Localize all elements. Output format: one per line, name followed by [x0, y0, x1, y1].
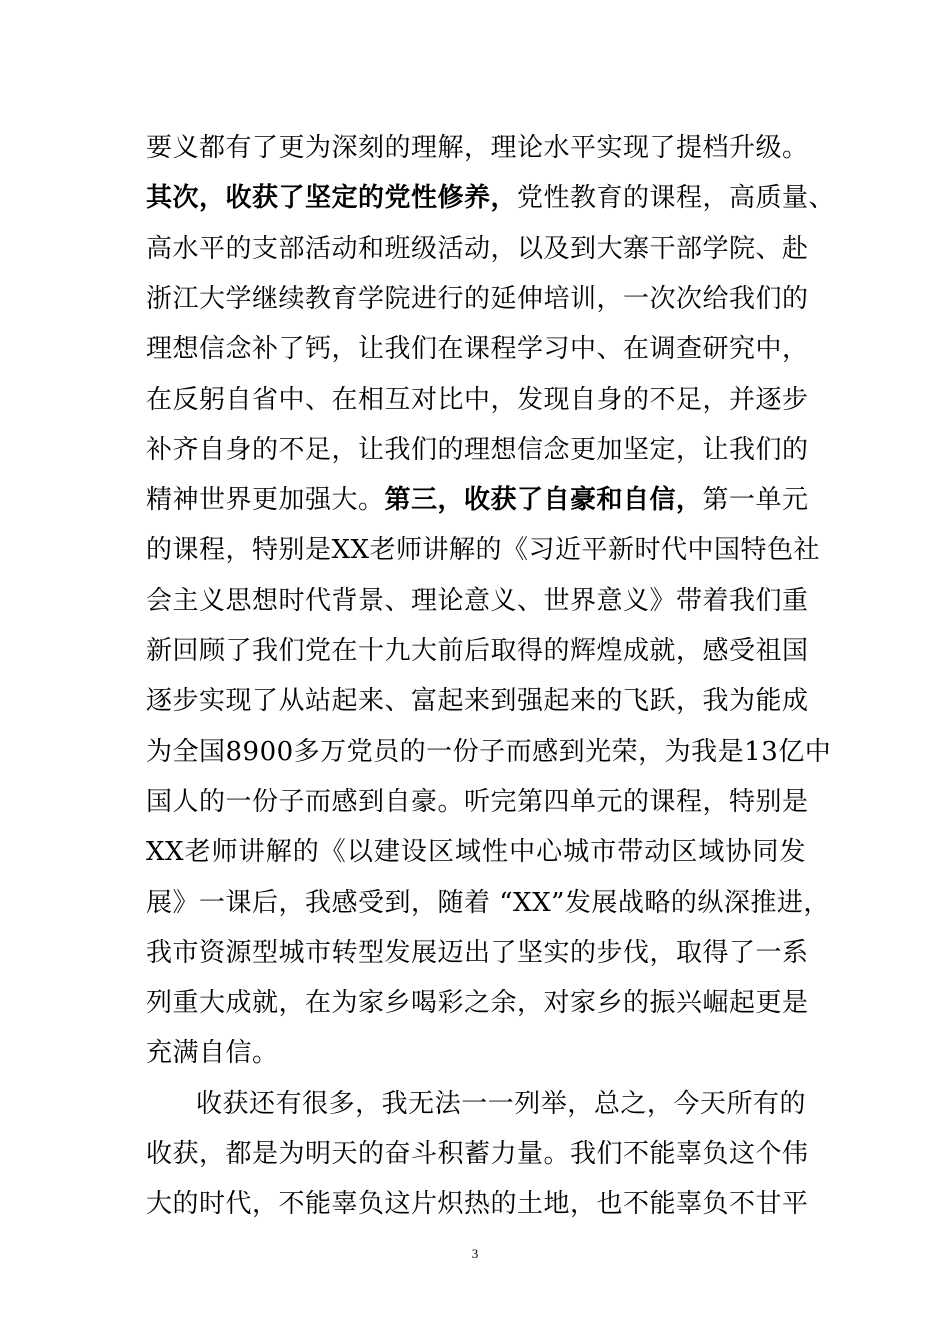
paragraph-text: 理想信念补了钙，让我们在课程学习中、在调查研究中，: [146, 334, 809, 365]
paragraph-text: 补齐自身的不足，让我们的理想信念更加坚定，让我们的: [146, 434, 809, 465]
text-line: [146, 480, 809, 520]
paragraph-text: 第一单元: [702, 485, 809, 516]
text-line: [146, 1033, 806, 1073]
paragraph-text: 精神世界更加强大。: [146, 485, 385, 516]
text-line: [146, 1134, 809, 1174]
text-line: [146, 329, 809, 369]
text-line: [146, 883, 830, 923]
text-line: [146, 983, 809, 1023]
text-line: [146, 1184, 809, 1224]
text-line: [146, 530, 821, 570]
page-number: 3: [471, 1246, 479, 1261]
paragraph-text: 党性教育的课程，高质量、: [517, 183, 836, 214]
paragraph-text: 新回顾了我们党在十九大前后取得的辉煌成就，感受祖国: [146, 636, 809, 666]
paragraph-text: 要义都有了更为深刻的理解，理论水平实现了提档升级。: [146, 133, 809, 163]
paragraph-text: 高水平的支部活动和班级活动，以及到大寨干部学院、赴: [146, 233, 809, 264]
text-line: [146, 933, 809, 973]
paragraph-text: 浙江大学继续教育学院进行的延伸培训，一次次给我们的: [146, 283, 809, 314]
paragraph-text: 的课程，特别是XX老师讲解的《习近平新时代中国特色社: [146, 535, 821, 566]
text-line: [196, 1084, 806, 1124]
text-line: [146, 782, 809, 822]
text-line: [146, 581, 809, 621]
paragraph-text: 收获还有很多，我无法一一列举，总之，今天所有的: [196, 1088, 806, 1119]
paragraph-text: 我市资源型城市转型发展迈出了坚实的步伐，取得了一系: [146, 937, 809, 968]
paragraph-text: 为全国8900多万党员的一份子而感到光荣，为我是13亿中: [146, 736, 832, 767]
text-line: [146, 631, 809, 671]
paragraph-text: 充满自信。: [146, 1038, 279, 1069]
text-line: [146, 229, 809, 269]
text-line: [146, 832, 806, 872]
text-line: [146, 128, 809, 168]
text-line: [146, 430, 809, 470]
paragraph-text: 国人的一份子而感到自豪。听完第四单元的课程，特别是: [146, 786, 809, 817]
paragraph-text: 大的时代，不能辜负这片炽热的土地，也不能辜负不甘平: [146, 1189, 809, 1220]
paragraph-text: 收获，都是为明天的奋斗积蓄力量。我们不能辜负这个伟: [146, 1139, 809, 1169]
bold-heading-text: 其次，收获了坚定的党性修养，: [146, 183, 518, 214]
paragraph-text: 逐步实现了从站起来、富起来到强起来的飞跃，我为能成: [146, 686, 809, 717]
text-line: [146, 178, 836, 218]
text-line: [146, 279, 809, 319]
text-line: [146, 681, 809, 721]
text-line: [146, 732, 832, 772]
text-line: [146, 380, 809, 420]
paragraph-text: 会主义思想时代背景、理论意义、世界意义》带着我们重: [146, 585, 809, 616]
paragraph-text: XX老师讲解的《以建设区域性中心城市带动区域协同发: [146, 837, 806, 868]
paragraph-text: 在反躬自省中、在相互对比中，发现自身的不足，并逐步: [146, 384, 809, 415]
paragraph-text: 展》一课后，我感受到，随着 “XX”发展战略的纵深推进，: [146, 887, 830, 918]
bold-heading-text: 第三，收获了自豪和自信，: [384, 485, 703, 516]
paragraph-text: 列重大成就，在为家乡喝彩之余，对家乡的振兴崛起更是: [146, 988, 809, 1019]
